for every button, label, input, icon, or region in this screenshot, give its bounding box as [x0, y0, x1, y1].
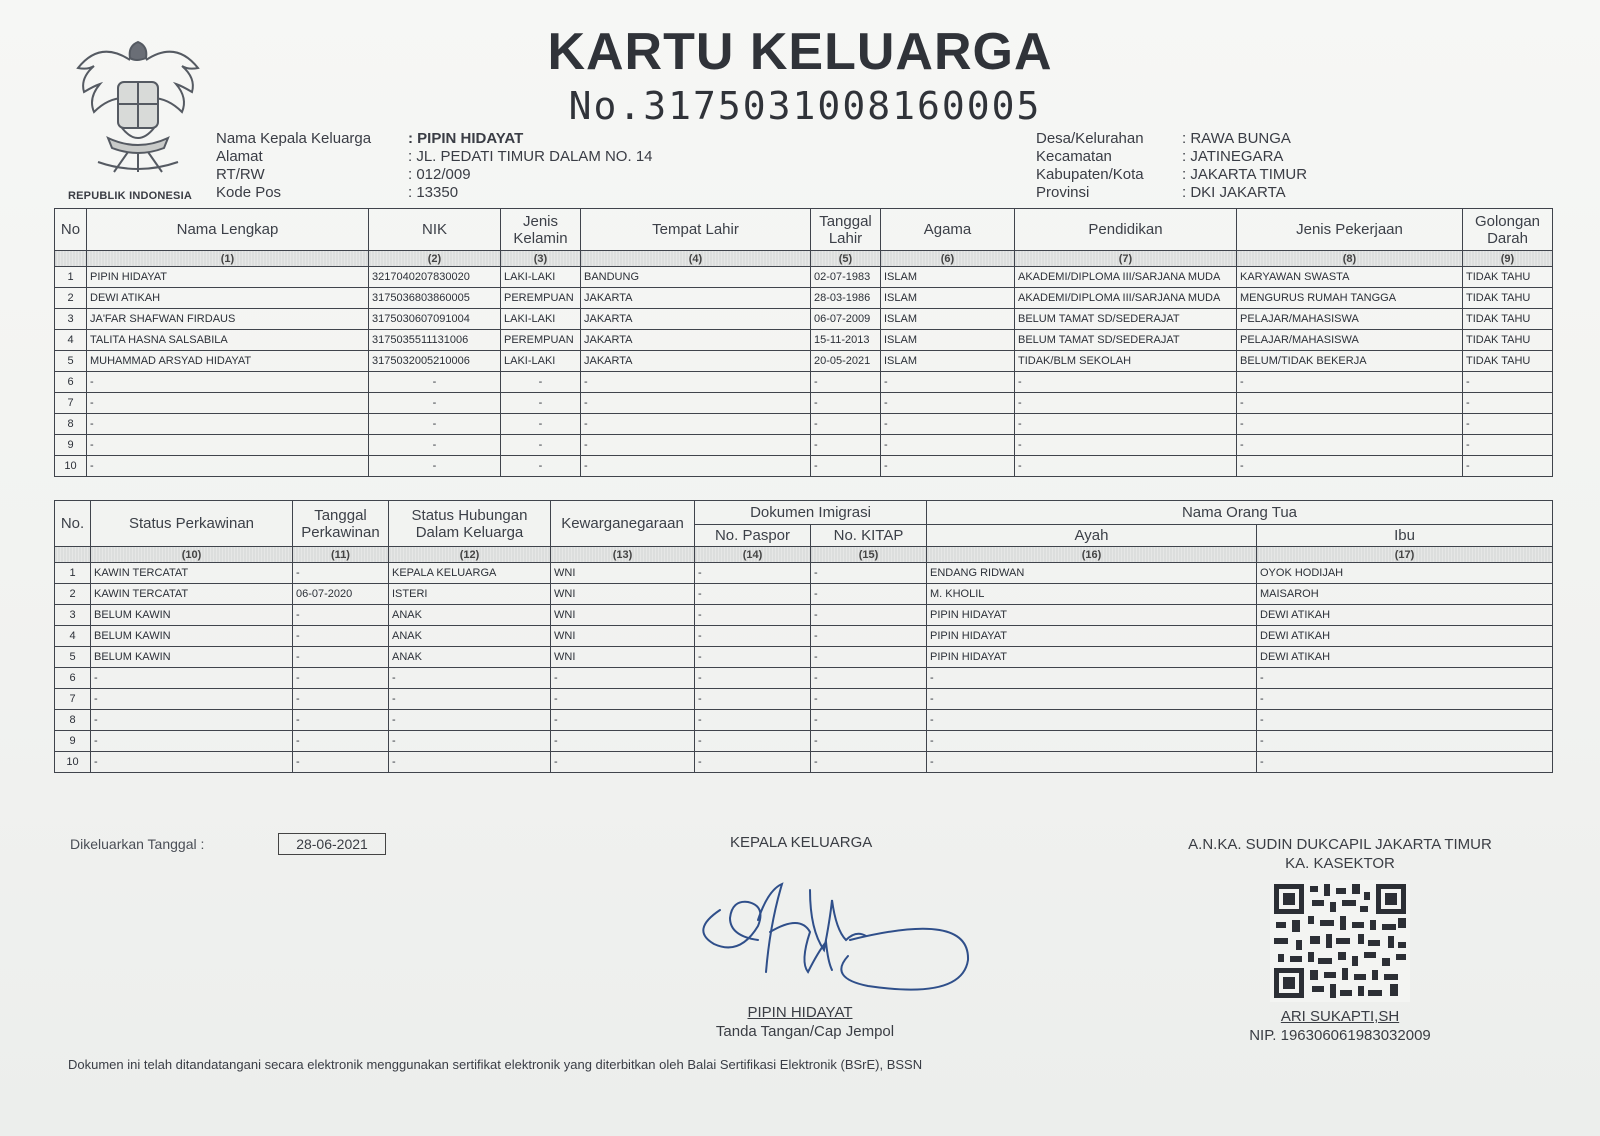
table-row: [55, 372, 1553, 393]
table-cell: -: [551, 731, 695, 752]
table-cell: -: [881, 435, 1015, 456]
table-cell: 02-07-1983: [811, 267, 881, 288]
table-row: [55, 267, 1553, 288]
table-cell: -: [811, 393, 881, 414]
table-cell: -: [1257, 689, 1553, 710]
table-row: [55, 309, 1553, 330]
table-cell: ISLAM: [881, 351, 1015, 372]
table-cell: 6: [55, 372, 87, 393]
table-cell: -: [581, 456, 811, 477]
table-cell: -: [811, 647, 927, 668]
electronic-signature-note: Dokumen ini telah ditandatangani secara elektronik menggunakan sertifikat elektronik yang diterbitkan oleh Balai Sertifikasi Elektronik (BSrE), BSSN: [68, 1057, 923, 1072]
table-cell: -: [293, 710, 389, 731]
table1-index-row: [55, 251, 1553, 267]
index-cell: (13): [551, 547, 695, 563]
table-cell: BELUM TAMAT SD/SEDERAJAT: [1015, 309, 1237, 330]
signer-name: PIPIN HIDAYAT: [747, 1004, 853, 1021]
table-cell: 2: [55, 584, 91, 605]
table-cell: MUHAMMAD ARSYAD HIDAYAT: [87, 351, 369, 372]
table-cell: -: [293, 731, 389, 752]
table-cell: -: [293, 668, 389, 689]
table-cell: AKADEMI/DIPLOMA III/SARJANA MUDA: [1015, 267, 1237, 288]
table-cell: -: [1237, 372, 1463, 393]
value-rt-rw: : 012/009: [408, 166, 471, 183]
table-cell: -: [87, 393, 369, 414]
table-cell: 3175030607091004: [369, 309, 501, 330]
table-cell: OYOK HODIJAH: [1257, 563, 1553, 584]
table-cell: -: [811, 752, 927, 773]
issued-date-label: Dikeluarkan Tanggal :: [70, 836, 205, 852]
index-cell: (9): [1463, 251, 1553, 267]
table-cell: -: [695, 647, 811, 668]
col-header-jenis-kelamin: Jenis Kelamin: [501, 209, 581, 251]
table-cell: -: [695, 710, 811, 731]
table-row: [55, 584, 1553, 605]
table-cell: BELUM KAWIN: [91, 626, 293, 647]
col-header-no-paspor: No. Paspor: [695, 525, 811, 547]
table-cell: JAKARTA: [581, 309, 811, 330]
table-cell: -: [927, 710, 1257, 731]
officer-name: ARI SUKAPTI,SH: [1280, 1008, 1400, 1025]
label-kepala-keluarga: Nama Kepala Keluarga: [216, 130, 372, 147]
value-kecamatan: : JATINEGARA: [1182, 148, 1284, 165]
table-cell: MAISAROH: [1257, 584, 1553, 605]
table-cell: 15-11-2013: [811, 330, 881, 351]
table-cell: 9: [55, 435, 87, 456]
table-cell: -: [369, 456, 501, 477]
table-cell: -: [551, 752, 695, 773]
handwritten-signature: [700, 880, 1000, 1005]
table-cell: -: [293, 563, 389, 584]
table-cell: ISTERI: [389, 584, 551, 605]
table-cell: -: [695, 668, 811, 689]
index-cell: [55, 251, 87, 267]
table-cell: -: [1463, 372, 1553, 393]
table-cell: 3217040207830020: [369, 267, 501, 288]
table-cell: -: [1015, 456, 1237, 477]
table-cell: BELUM TAMAT SD/SEDERAJAT: [1015, 330, 1237, 351]
table-cell: -: [91, 731, 293, 752]
table-cell: -: [581, 414, 811, 435]
table-cell: BELUM/TIDAK BEKERJA: [1237, 351, 1463, 372]
table-cell: -: [87, 414, 369, 435]
table1-body: [55, 267, 1553, 477]
family-status-table: [54, 500, 1553, 773]
label-desa-kelurahan: Desa/Kelurahan: [1036, 130, 1144, 147]
col-header-agama: Agama: [881, 209, 1015, 251]
table-row: [55, 288, 1553, 309]
table-cell: -: [811, 456, 881, 477]
table-cell: ANAK: [389, 647, 551, 668]
table-cell: PIPIN HIDAYAT: [87, 267, 369, 288]
table-cell: 2: [55, 288, 87, 309]
table-cell: TALITA HASNA SALSABILA: [87, 330, 369, 351]
table-cell: -: [389, 710, 551, 731]
col-header-kewarganegaraan: Kewarganegaraan: [551, 501, 695, 547]
table-cell: TIDAK TAHU: [1463, 288, 1553, 309]
table-row: [55, 351, 1553, 372]
table-cell: -: [811, 414, 881, 435]
col-header-dokumen-imigrasi: Dokumen Imigrasi: [695, 501, 927, 525]
index-cell: (17): [1257, 547, 1553, 563]
table-cell: -: [881, 372, 1015, 393]
table-cell: -: [695, 752, 811, 773]
col-header-nik: NIK: [369, 209, 501, 251]
value-kode-pos: : 13350: [408, 184, 459, 201]
label-kabupaten-kota: Kabupaten/Kota: [1036, 166, 1144, 183]
table-cell: -: [881, 456, 1015, 477]
table-cell: 4: [55, 330, 87, 351]
table-cell: -: [927, 689, 1257, 710]
col-header-status-perkawinan: Status Perkawinan: [91, 501, 293, 547]
table-cell: -: [811, 563, 927, 584]
col-header-nama-lengkap: Nama Lengkap: [87, 209, 369, 251]
table-cell: -: [811, 689, 927, 710]
table-cell: 5: [55, 647, 91, 668]
table-cell: -: [811, 626, 927, 647]
table-cell: BANDUNG: [581, 267, 811, 288]
table-cell: PIPIN HIDAYAT: [927, 647, 1257, 668]
table-cell: -: [811, 668, 927, 689]
table-cell: -: [581, 372, 811, 393]
table-cell: -: [293, 752, 389, 773]
table-cell: -: [1257, 731, 1553, 752]
table-cell: -: [811, 584, 927, 605]
head-info-right-labels: [1036, 130, 1144, 202]
table-cell: -: [881, 414, 1015, 435]
officer-nip: NIP. 196306061983032009: [1249, 1027, 1431, 1044]
col-header-tanggal-perkawinan: Tanggal Perkawinan: [293, 501, 389, 547]
table-cell: -: [551, 710, 695, 731]
table-cell: -: [1237, 414, 1463, 435]
table-cell: -: [1015, 414, 1237, 435]
table-row: [55, 605, 1553, 626]
table-cell: KAWIN TERCATAT: [91, 584, 293, 605]
label-kode-pos: Kode Pos: [216, 184, 282, 201]
col-header-tempat-lahir: Tempat Lahir: [581, 209, 811, 251]
table-row: [55, 435, 1553, 456]
table-cell: -: [1463, 414, 1553, 435]
table2-body: [55, 563, 1553, 773]
table-cell: 5: [55, 351, 87, 372]
table-cell: -: [811, 710, 927, 731]
col-header-jenis-pekerjaan: Jenis Pekerjaan: [1237, 209, 1463, 251]
table-cell: -: [1463, 393, 1553, 414]
col-header-no: No.: [55, 501, 91, 547]
table-cell: -: [695, 731, 811, 752]
table-cell: -: [695, 584, 811, 605]
index-cell: (7): [1015, 251, 1237, 267]
table-cell: -: [1463, 435, 1553, 456]
table-cell: WNI: [551, 563, 695, 584]
table-cell: -: [293, 626, 389, 647]
table-cell: ANAK: [389, 626, 551, 647]
index-cell: (16): [927, 547, 1257, 563]
table-cell: 9: [55, 731, 91, 752]
table-cell: 3: [55, 605, 91, 626]
table-cell: JAKARTA: [581, 288, 811, 309]
table-cell: TIDAK TAHU: [1463, 267, 1553, 288]
table-cell: -: [293, 647, 389, 668]
head-info-left-labels: [216, 130, 371, 202]
table-cell: -: [501, 435, 581, 456]
table-cell: -: [695, 689, 811, 710]
table-cell: -: [91, 689, 293, 710]
table-cell: JAKARTA: [581, 351, 811, 372]
col-header-pendidikan: Pendidikan: [1015, 209, 1237, 251]
table-cell: AKADEMI/DIPLOMA III/SARJANA MUDA: [1015, 288, 1237, 309]
table-cell: -: [369, 393, 501, 414]
col-header-no: No: [55, 209, 87, 251]
col-header-nama-orang-tua: Nama Orang Tua: [927, 501, 1553, 525]
index-cell: (14): [695, 547, 811, 563]
table1-header-row: [55, 209, 1553, 251]
table-row: [55, 393, 1553, 414]
table-cell: TIDAK TAHU: [1463, 309, 1553, 330]
table-cell: 8: [55, 710, 91, 731]
table-cell: 10: [55, 752, 91, 773]
table-cell: BELUM KAWIN: [91, 605, 293, 626]
table-cell: -: [811, 372, 881, 393]
table-cell: 06-07-2020: [293, 584, 389, 605]
table2-header-row-1: [55, 501, 1553, 525]
table-cell: -: [1237, 393, 1463, 414]
table-cell: LAKI-LAKI: [501, 309, 581, 330]
table-cell: -: [293, 689, 389, 710]
table-cell: -: [1257, 752, 1553, 773]
table-cell: 06-07-2009: [811, 309, 881, 330]
col-header-golongan-darah: Golongan Darah: [1463, 209, 1553, 251]
table-row: [55, 456, 1553, 477]
index-cell: (8): [1237, 251, 1463, 267]
table-cell: DEWI ATIKAH: [1257, 647, 1553, 668]
officer-title-line2: KA. KASEKTOR: [1285, 855, 1395, 872]
table-cell: ANAK: [389, 605, 551, 626]
table-cell: -: [87, 372, 369, 393]
table-cell: WNI: [551, 626, 695, 647]
table-cell: -: [581, 393, 811, 414]
index-cell: (2): [369, 251, 501, 267]
index-cell: (11): [293, 547, 389, 563]
table-cell: 4: [55, 626, 91, 647]
table-cell: -: [91, 710, 293, 731]
table-row: [55, 626, 1553, 647]
table-cell: ISLAM: [881, 288, 1015, 309]
index-cell: (1): [87, 251, 369, 267]
table-cell: TIDAK/BLM SEKOLAH: [1015, 351, 1237, 372]
table-cell: ENDANG RIDWAN: [927, 563, 1257, 584]
table2-index-row: [55, 547, 1553, 563]
table-cell: -: [1237, 456, 1463, 477]
table-cell: -: [389, 668, 551, 689]
table-cell: -: [501, 414, 581, 435]
issued-date-value: 28-06-2021: [278, 833, 386, 855]
table-row: [55, 330, 1553, 351]
label-kecamatan: Kecamatan: [1036, 148, 1112, 165]
value-alamat: : JL. PEDATI TIMUR DALAM NO. 14: [408, 148, 653, 165]
table-cell: -: [91, 752, 293, 773]
table-cell: -: [1463, 456, 1553, 477]
table-cell: -: [501, 456, 581, 477]
emblem-caption: REPUBLIK INDONESIA: [68, 190, 192, 202]
col-header-tanggal-lahir: Tanggal Lahir: [811, 209, 881, 251]
table-cell: -: [927, 731, 1257, 752]
table-cell: -: [551, 668, 695, 689]
col-header-no-kitap: No. KITAP: [811, 525, 927, 547]
head-info-right-values: [1182, 130, 1307, 202]
index-cell: (15): [811, 547, 927, 563]
index-cell: (6): [881, 251, 1015, 267]
table-row: [55, 563, 1553, 584]
label-alamat: Alamat: [216, 148, 263, 165]
table-cell: 3175036803860005: [369, 288, 501, 309]
family-members-table: [54, 208, 1553, 477]
qr-code-icon: [1270, 880, 1410, 1002]
table-row: [55, 710, 1553, 731]
value-desa-kelurahan: : RAWA BUNGA: [1182, 130, 1291, 147]
table-cell: -: [87, 456, 369, 477]
table-cell: JA'FAR SHAFWAN FIRDAUS: [87, 309, 369, 330]
head-info-left-values: [408, 130, 653, 202]
table-cell: -: [927, 752, 1257, 773]
table-cell: WNI: [551, 647, 695, 668]
table-row: [55, 647, 1553, 668]
table-cell: DEWI ATIKAH: [1257, 605, 1553, 626]
table-cell: 3: [55, 309, 87, 330]
table-cell: KAWIN TERCATAT: [91, 563, 293, 584]
table-cell: WNI: [551, 584, 695, 605]
table-cell: PIPIN HIDAYAT: [927, 626, 1257, 647]
table-cell: TIDAK TAHU: [1463, 330, 1553, 351]
table-cell: PELAJAR/MAHASISWA: [1237, 330, 1463, 351]
table-cell: -: [811, 435, 881, 456]
table-cell: PELAJAR/MAHASISWA: [1237, 309, 1463, 330]
table-cell: -: [811, 731, 927, 752]
table-cell: -: [389, 689, 551, 710]
table-cell: -: [1015, 372, 1237, 393]
table-cell: 10: [55, 456, 87, 477]
table-cell: -: [389, 752, 551, 773]
table-cell: -: [501, 393, 581, 414]
table-cell: 3175032005210006: [369, 351, 501, 372]
value-provinsi: : DKI JAKARTA: [1182, 184, 1286, 201]
col-header-ibu: Ibu: [1257, 525, 1553, 547]
signer-role: Tanda Tangan/Cap Jempol: [715, 1023, 895, 1040]
value-kepala-keluarga: : PIPIN HIDAYAT: [408, 130, 524, 147]
table-row: [55, 752, 1553, 773]
index-cell: (12): [389, 547, 551, 563]
table-cell: KARYAWAN SWASTA: [1237, 267, 1463, 288]
table-cell: ISLAM: [881, 309, 1015, 330]
table-cell: WNI: [551, 605, 695, 626]
table-cell: 1: [55, 563, 91, 584]
table-cell: -: [1237, 435, 1463, 456]
table-cell: M. KHOLIL: [927, 584, 1257, 605]
table-cell: 7: [55, 689, 91, 710]
table-cell: 6: [55, 668, 91, 689]
table-cell: LAKI-LAKI: [501, 267, 581, 288]
kepala-keluarga-label: KEPALA KELUARGA: [730, 834, 873, 851]
table-row: [55, 731, 1553, 752]
table-cell: -: [695, 563, 811, 584]
table-cell: TIDAK TAHU: [1463, 351, 1553, 372]
table-cell: -: [927, 668, 1257, 689]
label-provinsi: Provinsi: [1036, 184, 1090, 201]
table-cell: PEREMPUAN: [501, 330, 581, 351]
table-cell: -: [293, 605, 389, 626]
table-cell: -: [811, 605, 927, 626]
table-cell: MENGURUS RUMAH TANGGA: [1237, 288, 1463, 309]
index-cell: (10): [91, 547, 293, 563]
table-cell: JAKARTA: [581, 330, 811, 351]
col-header-status-hubungan: Status Hubungan Dalam Keluarga: [389, 501, 551, 547]
table-cell: PIPIN HIDAYAT: [927, 605, 1257, 626]
family-card-number: No.3175031008160005: [568, 84, 1042, 128]
table-cell: -: [91, 668, 293, 689]
index-cell: (4): [581, 251, 811, 267]
officer-title-line1: A.N.KA. SUDIN DUKCAPIL JAKARTA TIMUR: [1188, 836, 1492, 853]
table-cell: ISLAM: [881, 267, 1015, 288]
table-cell: -: [87, 435, 369, 456]
table-cell: -: [695, 605, 811, 626]
index-cell: [55, 547, 91, 563]
table-cell: 8: [55, 414, 87, 435]
table-cell: BELUM KAWIN: [91, 647, 293, 668]
value-kabupaten-kota: : JAKARTA TIMUR: [1182, 166, 1308, 183]
table-row: [55, 414, 1553, 435]
table-cell: -: [695, 626, 811, 647]
table-row: [55, 689, 1553, 710]
index-cell: (3): [501, 251, 581, 267]
table-cell: KEPALA KELUARGA: [389, 563, 551, 584]
table-row: [55, 668, 1553, 689]
document-title: KARTU KELUARGA: [547, 23, 1053, 81]
table-cell: -: [581, 435, 811, 456]
table-cell: 3175035511131006: [369, 330, 501, 351]
table-cell: -: [369, 414, 501, 435]
table-cell: 28-03-1986: [811, 288, 881, 309]
index-cell: (5): [811, 251, 881, 267]
table-cell: -: [501, 372, 581, 393]
table-cell: -: [881, 393, 1015, 414]
table-cell: ISLAM: [881, 330, 1015, 351]
table-cell: -: [1015, 435, 1237, 456]
table-cell: -: [551, 689, 695, 710]
table-cell: -: [369, 435, 501, 456]
table-cell: LAKI-LAKI: [501, 351, 581, 372]
table-cell: -: [389, 731, 551, 752]
col-header-ayah: Ayah: [927, 525, 1257, 547]
table-cell: -: [1257, 710, 1553, 731]
table-cell: -: [1015, 393, 1237, 414]
table-cell: 7: [55, 393, 87, 414]
table-cell: -: [369, 372, 501, 393]
table-cell: DEWI ATIKAH: [87, 288, 369, 309]
label-rt-rw: RT/RW: [216, 166, 265, 183]
table-cell: DEWI ATIKAH: [1257, 626, 1553, 647]
table-cell: -: [1257, 668, 1553, 689]
table-cell: PEREMPUAN: [501, 288, 581, 309]
table-cell: 20-05-2021: [811, 351, 881, 372]
table-cell: 1: [55, 267, 87, 288]
